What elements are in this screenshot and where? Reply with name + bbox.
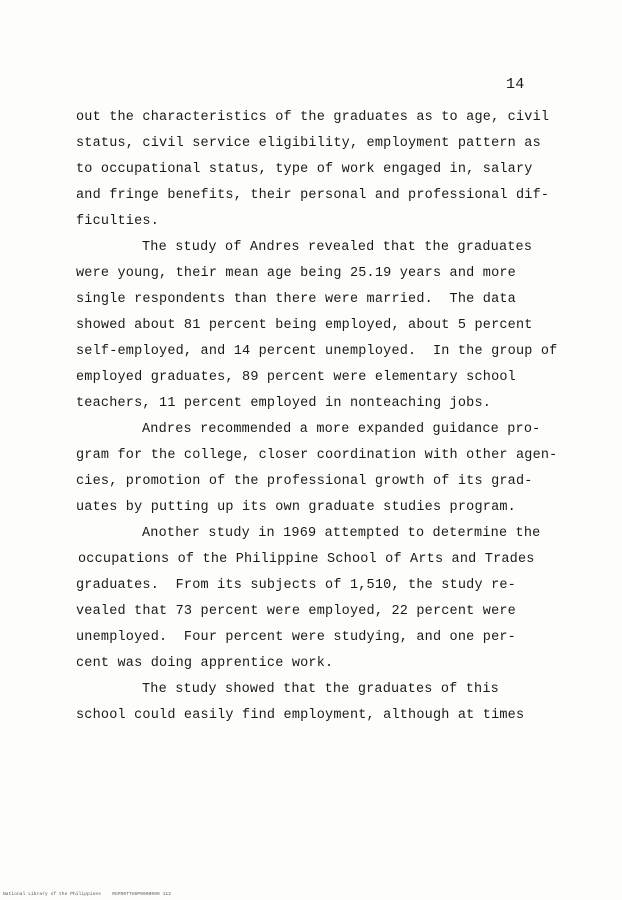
paragraph-first-line: Another study in 1969 attempted to determine the — [142, 526, 541, 541]
text-line: self-employed, and 14 percent unemployed. In the group of — [76, 344, 558, 359]
text-line: graduates. From its subjects of 1,510, the study re- — [76, 578, 516, 593]
text-line: cent was doing apprentice work. — [76, 656, 334, 671]
text-line: cies, promotion of the professional growth of its grad- — [76, 474, 533, 489]
text-line: vealed that 73 percent were employed, 22 percent were — [76, 604, 516, 619]
text-line: gram for the college, closer coordination with other agen- — [76, 448, 558, 463]
text-line: status, civil service eligibility, employment pattern as — [76, 136, 541, 151]
page-number: 14 — [506, 76, 525, 93]
text-line: occupations of the Philippine School of Arts and Trades — [78, 552, 535, 567]
text-line: to occupational status, type of work engaged in, salary — [76, 162, 533, 177]
paragraph-first-line: Andres recommended a more expanded guidance pro- — [142, 422, 541, 437]
text-line: teachers, 11 percent employed in nonteaching jobs. — [76, 396, 492, 411]
text-line: employed graduates, 89 percent were elementary school — [76, 370, 516, 385]
text-line: uates by putting up its own graduate studies program. — [76, 500, 516, 515]
text-line: ficulties. — [76, 214, 160, 229]
paragraph-first-line: The study showed that the graduates of this — [142, 682, 499, 697]
text-line: showed about 81 percent being employed, about 5 percent — [76, 318, 533, 333]
text-line: were young, their mean age being 25.19 years and more — [76, 266, 516, 281]
body-text — [76, 105, 596, 729]
text-line: single respondents than there were married. The data — [76, 292, 516, 307]
text-line: out the characteristics of the graduates as to age, civil — [76, 110, 550, 125]
archive-footer-stamp: National Library of the Philippines RGPO0TTHSP0000000 112 — [3, 892, 172, 897]
text-line: school could easily find employment, although at times — [76, 708, 525, 723]
text-line: and fringe benefits, their personal and professional dif- — [76, 188, 550, 203]
text-line: unemployed. Four percent were studying, and one per- — [76, 630, 516, 645]
paragraph-first-line: The study of Andres revealed that the graduates — [142, 240, 533, 255]
